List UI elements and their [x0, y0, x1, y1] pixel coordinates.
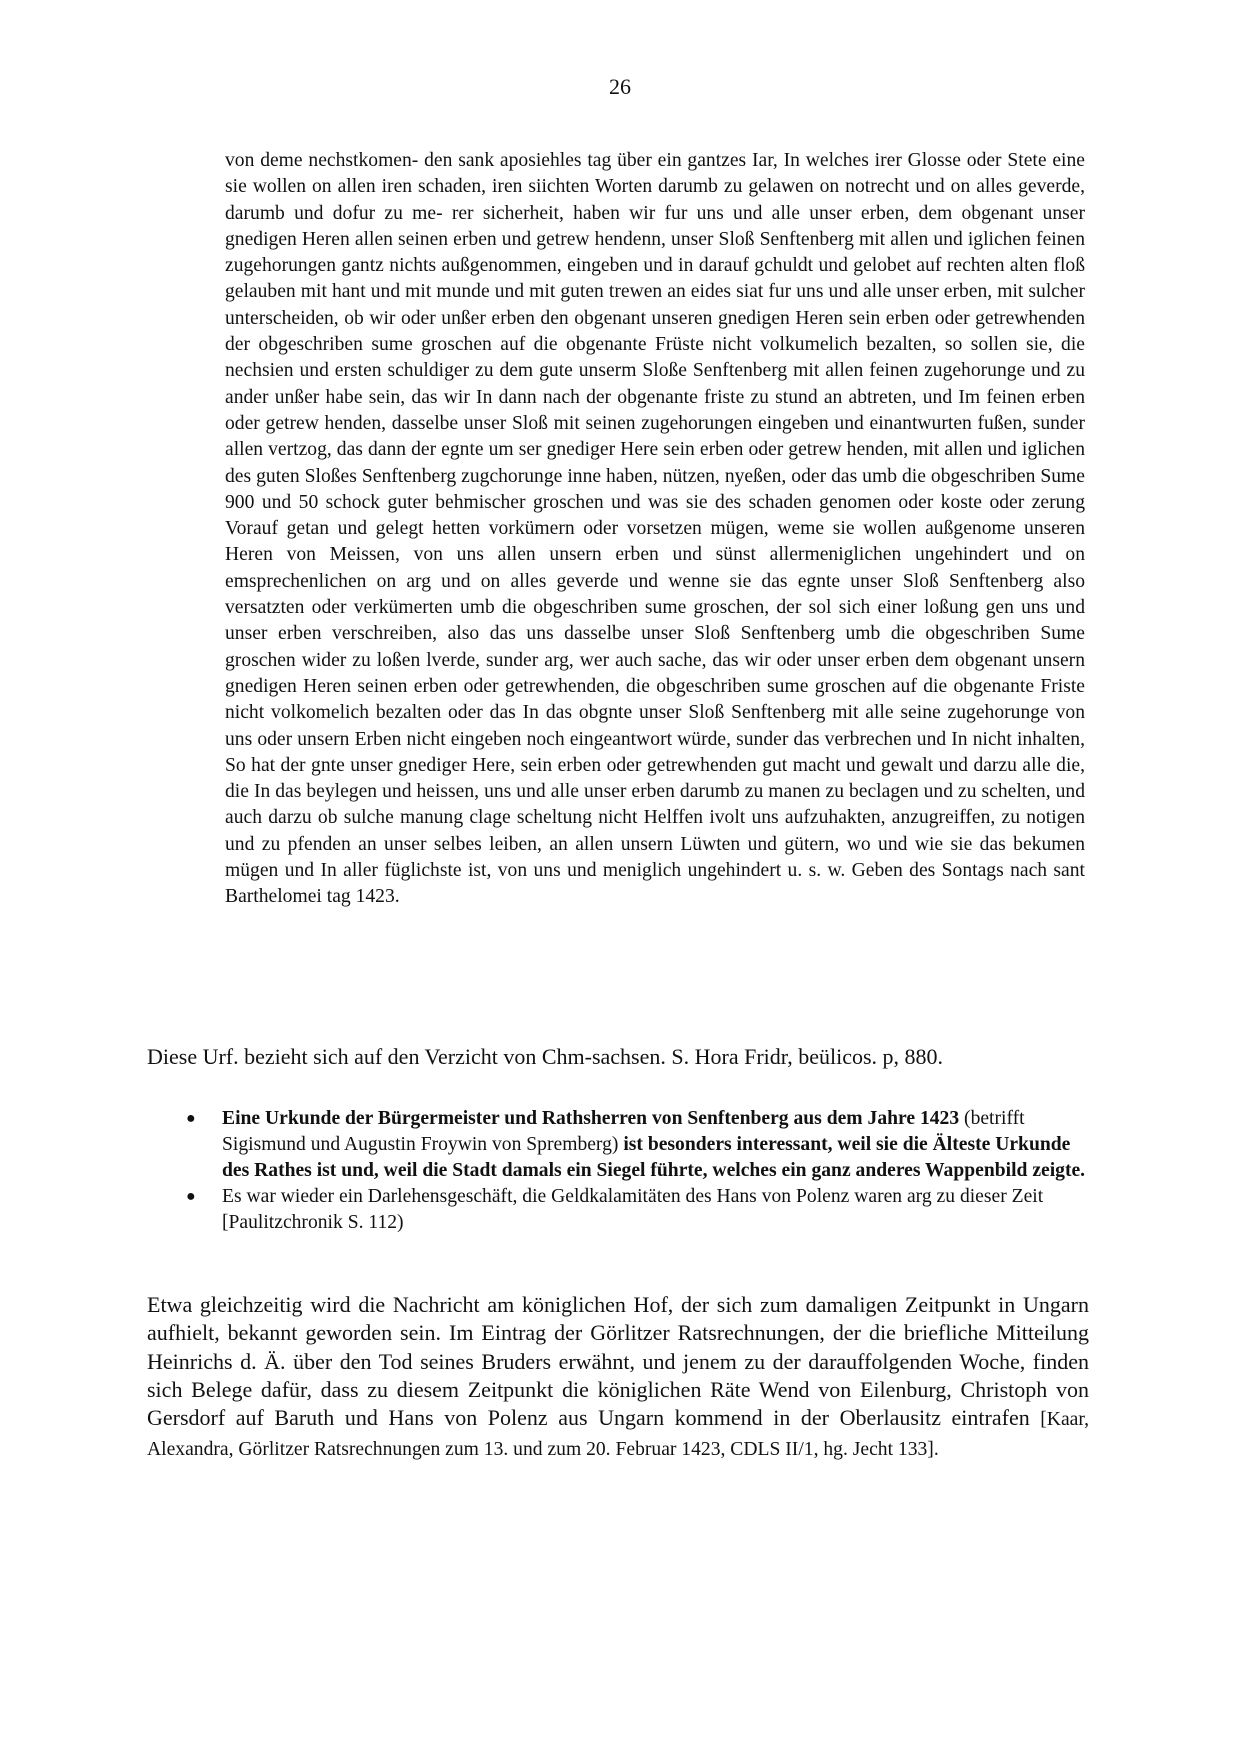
list-item: [186, 1184, 1088, 1236]
bullet-text: Es war wieder ein Darlehensgeschäft, die Geldkalamitäten des Hans von Polenz waren arg zu dieser Zeit [Paulitzchronik S. 112): [222, 1186, 1044, 1233]
bullet-icon: ●: [186, 1110, 196, 1127]
narrative-text: Etwa gleichzeitig wird die Nachricht am königlichen Hof, der sich zum damaligen Zeitpunkt in Ungarn aufhielt, bekannt geworden sein. Im Eintrag der Görlitzer Ratsrechnungen, der die briefliche Mitteilung Heinrichs d. Ä. über den Tod seines Bruders erwähnt, und jenem zu der darauffolgenden Woche, finden sich Belege dafür, dass zu diesem Zeitpunkt die königlichen Räte Wend von Eilenburg, Christoph von Gersdorf auf Baruth und Hans von Polenz aus Ungarn kommend in der Oberlausitz eintrafen: [147, 1292, 1089, 1431]
page-number: 26: [609, 74, 631, 99]
narrative-paragraph: [147, 1291, 1089, 1465]
narrative-citation: [Kaar, Alexandra, Görlitzer Ratsrechnungen zum 13. und zum 20. Februar 1423, CDLS II/1, hg. Jecht 133].: [147, 1409, 1089, 1461]
list-item: [186, 1106, 1088, 1184]
bullet-list: [186, 1106, 1088, 1236]
bullet-bold-lead: Eine Urkunde der Bürgermeister und Rathsherren von Senftenberg aus dem Jahre 1423: [222, 1108, 960, 1129]
source-note: Diese Urf. bezieht sich auf den Verzicht von Chm-sachsen. S. Hora Fridr, beülicos. p, 880.: [147, 1044, 944, 1069]
bullet-normal-text: (betrifft Sigismund und Augustin Froywin von Spremberg): [222, 1108, 1025, 1155]
quoted-charter-text: von deme nechstkomen- den sank aposiehles tag über ein gantzes Iar, In welches irer Glosse oder Stete eine sie wollen on allen iren schaden, iren siichten Worten darumb zu gelawen on notrecht und on alles geverde, darumb und dofur zu me- rer sicherheit, haben wir fur uns und alle unser erben, dem obgenant unser gnedigen Heren allen seinen erben und getrew hendenn, unser Sloß Senftenberg mit allen und iglichen feinen zugehorungen gantz nichts außgenommen, eingeben und in darauf gchuldt und gelobet auf rechten alten floß gelauben mit hant und mit munde und mit guten trewen an eides siat fur uns und alle unser erben, mit sulcher unterscheiden, ob wir oder unßer erben den obgenant unseren gnedigen Heren sein erben oder getrewhenden der obgeschriben sume groschen auf die obgenante Früste nicht volkumelich bezalten, so sollen sie, die nechsien und ersten schuldiger zu dem gute unserm Sloße Senftenberg mit allen feinen zugehorunge und zu ander unßer habe sein, das wir In dann nach der obgenante friste zu stund an abtreten, und Im feinen erben oder getrew henden, dasselbe unser Sloß mit seinen zugehorungen eingeben und einantwurten fußen, sunder allen vertzog, das dann der egnte um ser gnediger Here sein erben oder getrew henden, mit allen und iglichen des guten Sloßes Senftenberg zugchorunge inne haben, nützen, nyeßen, oder das umb die obgeschriben Sume 900 und 50 schock guter behmischer groschen und was sie des schaden genomen oder koste oder zerung Vorauf getan und gelegt hetten vorkümern oder vorsetzen mügen, weme sie wollen außgenome unseren Heren von Meissen, von uns allen unsern erben und sünst allermeniglichen ungehindert und on emsprechenlichen on arg und on alles geverde und wenne sie das egnte unser Sloß Senftenberg also versatzten oder verkümerten umb die obgeschriben sume groschen, der sol sich einer loßung gen uns und unser erben verschreiben, also das uns dasselbe unser Sloß Senftenberg umb die obgeschriben Sume groschen wider zu loßen lverde, sunder arg, wer auch sache, das wir oder unser erben dem obgenant unsern gnedigen Heren seinen erben oder getrewhenden, die obgeschriben sume groschen auf die obgenante Friste nicht volkomelich bezalten oder das In das obgnte unser Sloß Senftenberg mit alle seine zugehorunge von uns oder unsern Erben nicht eingeben noch eingeantwort würde, sunder das verbrechen und In nicht inhalten, So hat der gnte unser gnediger Here, sein erben oder getrewhenden gut macht und gewalt und darzu alle die, die In das beylegen und heissen, uns und alle unser erben darumb zu manen zu beclagen und zu schelten, und auch darzu ob sulche manung clage scheltung nicht Helffen ivolt uns aufzuhakten, anzugreiffen, zu notigen und zu pfenden an unser selbes leiben, an allen unsern Lüwten und gütern, wo und wie sie das bekumen mügen und In aller füglichste ist, von uns und meniglich ungehindert u. s. w. Geben des Sontags nach sant Barthelomei tag 1423.: [225, 150, 1085, 908]
bullet-bold-tail: ist besonders interessant, weil sie die Älteste Urkunde des Rathes ist und, weil die Stadt damals ein Siegel führte, welches ein ganz anderes Wappenbild zeigte.: [222, 1134, 1086, 1181]
bullet-icon: ●: [186, 1188, 196, 1205]
